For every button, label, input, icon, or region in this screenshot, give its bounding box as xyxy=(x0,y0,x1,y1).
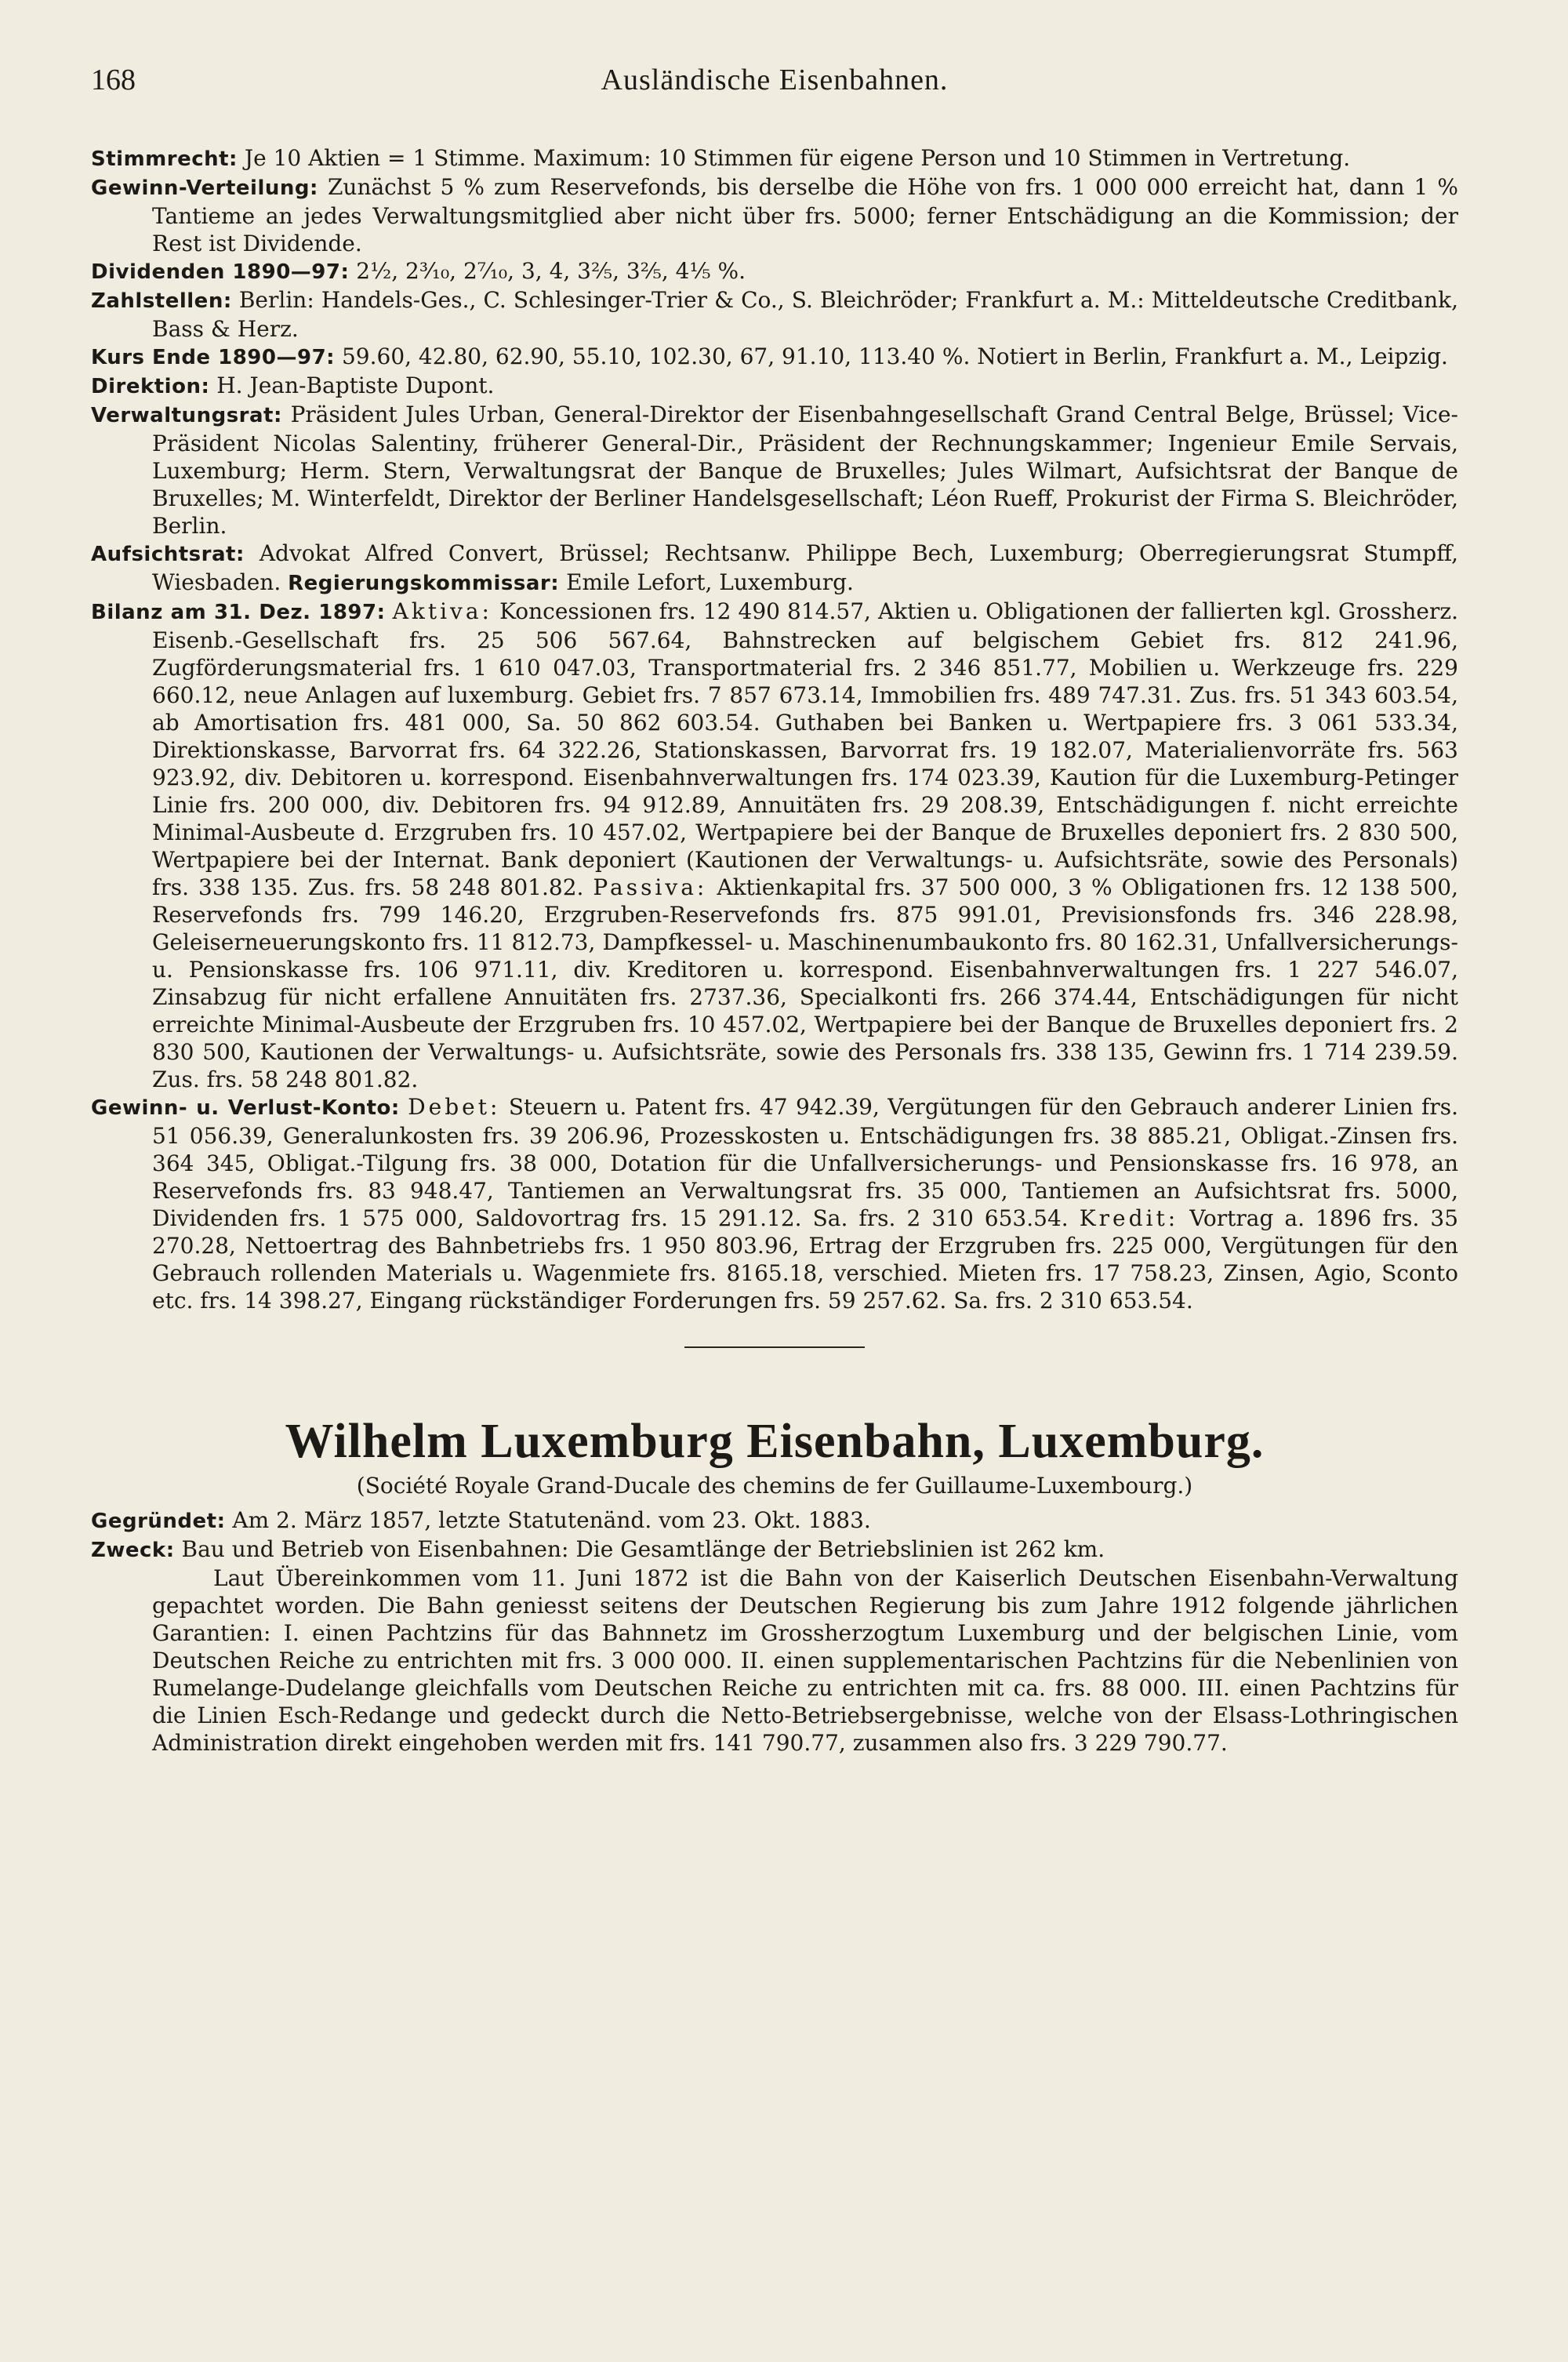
entry-zahlstellen xyxy=(91,286,1458,343)
aktiva-label: Aktiva: xyxy=(392,598,492,624)
entry-text: H. Jean-Baptiste Dupont. xyxy=(216,372,495,398)
entry-label: Kurs Ende 1890—97: xyxy=(91,346,336,369)
entry-text: Präsident Jules Urban, General-Direktor der Eisenbahngesellschaft Grand Central Belge, Brüssel; Vice-Präsident Nicolas Salentiny, früherer General-Dir., Präsident der Rechnungskammer; Ingenieur Emile Servais, Luxemburg; Herm. Stern, Verwaltungsrat der Banque de Bruxelles; Jules Wilmart, Aufsichtsrat der Banque de Bruxelles; M. Winterfeldt, Direktor der Berliner Handelsgesellschaft; Léon Rueff, Prokurist der Firma S. Bleichröder, Berlin. xyxy=(152,402,1459,539)
zweck-continuation-text: Laut Übereinkommen vom 11. Juni 1872 ist die Bahn von der Kaiserlich Deutschen Eisenbahn-Verwaltung gepachtet worden. Die Bahn geniesst seitens der Deutschen Regierung bis zum Jahre 1912 folgende jährlichen Garantien: I. einen Pachtzins für das Bahnnetz im Grossherzogtum Luxemburg und der belgischen Linie, vom Deutschen Reiche zu entrichten mit frs. 3 000 000. II. einen supplementarischen Pachtzins für die Nebenlinien von Rumelange-Dudelange gleichfalls vom Deutschen Reiche zu entrichten mit ca. frs. 88 000. III. einen Pachtzins für die Linien Esch-Redange und gedeckt durch die Netto-Betriebsergebnisse, welche von der Elsass-Lothringischen Administration direkt eingehoben werden mit frs. 141 790.77, zusammen also frs. 3 229 790.77. xyxy=(152,1565,1458,1756)
entry-direktion xyxy=(91,372,1458,401)
entry-gegruendet xyxy=(91,1506,1458,1535)
entry-label: Bilanz am 31. Dez. 1897: xyxy=(91,601,386,624)
entry-kurs xyxy=(91,343,1458,372)
entry-text: Zunächst 5 % zum Reservefonds, bis derselbe die Höhe von frs. 1 000 000 erreicht hat, dann 1 % Tantieme an jedes Verwaltungsmitglied aber nicht über frs. 5000; ferner Entschädigung an die Kommission; der Rest ist Dividende. xyxy=(152,174,1458,256)
entry-text: Advokat Alfred Convert, Brüssel; Rechtsanw. Philippe Bech, Luxemburg; Oberregierungsrat Stumpff, Wiesbaden. xyxy=(152,540,1458,595)
section-divider xyxy=(684,1346,865,1348)
running-title: Ausländische Eisenbahnen. xyxy=(601,64,949,96)
entry-dividenden xyxy=(91,257,1458,286)
entry-label: Zweck: xyxy=(91,1539,175,1562)
entry-label: Direktion: xyxy=(91,375,210,398)
kredit-label: Kredit: xyxy=(1079,1205,1179,1231)
debet-text: Steuern u. Patent frs. 47 942.39, Vergütungen für den Gebrauch anderer Linien frs. 51 056.39, Generalunkosten frs. 39 206.96, Prozesskosten u. Entschädigungen frs. 38 885.21, Obligat.-Zinsen frs. 364 345, Obligat.-Tilgung frs. 38 000, Dotation für die Unfallversicherungs- und Pensionskasse frs. 16 978, an Reservefonds frs. 83 948.47, Tantiemen an Verwaltungsrat frs. 35 000, Tantiemen an Aufsichtsrat frs. 5000, Dividenden frs. 1 575 000, Saldovortrag frs. 15 291.12. Sa. frs. 2 310 653.54. xyxy=(152,1094,1459,1231)
entry-label: Zahlstellen: xyxy=(91,289,232,313)
entry-text: Am 2. März 1857, letzte Statutenänd. vom 23. Okt. 1883. xyxy=(232,1507,871,1533)
entry-text: Je 10 Aktien = 1 Stimme. Maximum: 10 Stimmen für eigene Person und 10 Stimmen in Vertretung. xyxy=(244,145,1351,171)
entry-label: Gewinn- u. Verlust-Konto: xyxy=(91,1096,400,1120)
section-subtitle: (Société Royale Grand-Ducale des chemins de fer Guillaume-Luxembourg.) xyxy=(356,1473,1193,1499)
running-head xyxy=(91,63,1458,107)
section-title: Wilhelm Luxemburg Eisenbahn, Luxemburg. xyxy=(285,1415,1265,1468)
entry-label: Gewinn-Verteilung: xyxy=(91,176,318,200)
entry-text: 2½, 2³⁄₁₀, 2⁷⁄₁₀, 3, 4, 3²⁄₅, 3²⁄₅, 4¹⁄₅ %. xyxy=(356,258,746,284)
entry-label: Aufsichtsrat: xyxy=(91,543,245,566)
entry-bilanz xyxy=(91,598,1458,1093)
entry-label: Verwaltungsrat: xyxy=(91,404,282,427)
regierungskommissar-text: Emile Lefort, Luxemburg. xyxy=(566,569,854,595)
kredit-text: Vortrag a. 1896 frs. 35 270.28, Nettoertrag des Bahnbetriebs frs. 1 950 803.96, Ertrag der Erzgruben frs. 225 000, Vergütungen für den Gebrauch rollenden Materials u. Wagenmiete frs. 8165.18, verschied. Mieten frs. 17 758.23, Zinsen, Agio, Sconto etc. frs. 14 398.27, Eingang rückständiger Forderungen frs. 59 257.62. Sa. frs. 2 310 653.54. xyxy=(152,1205,1459,1314)
aktiva-text: Koncessionen frs. 12 490 814.57, Aktien u. Obligationen der fallierten kgl. Grossherz. Eisenb.-Gesellschaft frs. 25 506 567.64, Bahnstrecken auf belgischem Gebiet frs. 812 241.96, Zugförderungsmaterial frs. 1 610 047.03, Transportmaterial frs. 2 346 851.77, Mobilien u. Werkzeuge frs. 229 660.12, neue Anlagen auf luxemburg. Gebiet frs. 7 857 673.14, Immobilien frs. 489 747.31. Zus. frs. 51 343 603.54, ab Amortisation frs. 481 000, Sa. 50 862 603.54. Guthaben bei Banken u. Wertpapiere frs. 3 061 533.34, Direktionskasse, Barvorrat frs. 64 322.26, Stationskassen, Barvorrat frs. 19 182.07, Materialienvorräte frs. 563 923.92, div. Debitoren u. korrespond. Eisenbahnverwaltungen frs. 174 023.39, Kaution für die Luxemburg-Petinger Linie frs. 200 000, div. Debitoren frs. 94 912.89, Annuitäten frs. 29 208.39, Entschädigungen f. nicht erreichte Minimal-Ausbeute d. Erzgruben frs. 10 457.02, Wertpapiere bei der Banque de Bruxelles deponiert frs. 2 830 500, Wertpapiere bei der Internat. Bank deponiert (Kautionen der Verwaltungs- u. Aufsichtsräte, sowie des Personals) frs. 338 135. Zus. frs. 58 248 801.82. xyxy=(152,598,1459,900)
passiva-text: Aktienkapital frs. 37 500 000, 3 % Obligationen frs. 12 138 500, Reservefonds frs. 799 146.20, Erzgruben-Reservefonds frs. 875 991.01, Previsionsfonds frs. 346 228.98, Geleiserneuerungskonto frs. 11 812.73, Dampfkessel- u. Maschinenumbaukonto frs. 80 162.31, Unfallversicherungs- u. Pensionskasse frs. 106 971.11, div. Kreditoren u. korrespond. Eisenbahnverwaltungen frs. 1 227 546.07, Zinsabzug für nicht erfallene Annuitäten frs. 2737.36, Specialkonti frs. 266 374.44, Entschädigungen für nicht erreichte Minimal-Ausbeute der Erzgruben frs. 10 457.02, Wertpapiere bei der Banque de Bruxelles deponiert frs. 2 830 500, Kautionen der Verwaltungs- u. Aufsichtsräte, sowie des Personals frs. 338 135, Gewinn frs. 1 714 239.59. Zus. frs. 58 248 801.82. xyxy=(152,874,1459,1092)
entry-gewinn-verteilung xyxy=(91,173,1458,257)
regierungskommissar-label: Regierungskommissar: xyxy=(288,572,560,595)
entry-label: Gegründet: xyxy=(91,1510,226,1533)
entry-aufsichtsrat xyxy=(91,540,1458,598)
entry-text: 59.60, 42.80, 62.90, 55.10, 102.30, 67, 91.10, 113.40 %. Notiert in Berlin, Frankfurt a. M., Leipzig. xyxy=(341,343,1448,369)
page-number: 168 xyxy=(91,64,136,96)
passiva-label: Passiva: xyxy=(593,874,708,900)
entry-text: Bau und Betrieb von Eisenbahnen: Die Gesamtlänge der Betriebslinien ist 262 km. xyxy=(181,1536,1105,1562)
zweck-continuation xyxy=(91,1564,1458,1757)
entry-label: Dividenden 1890—97: xyxy=(91,260,350,284)
entry-text: Berlin: Handels-Ges., C. Schlesinger-Trier & Co., S. Bleichröder; Frankfurt a. M.: Mitteldeutsche Creditbank, Bass & Herz. xyxy=(152,287,1459,342)
debet-label: Debet: xyxy=(408,1094,501,1120)
entry-stimmrecht xyxy=(91,144,1458,173)
entry-gewinn-verlust xyxy=(91,1093,1458,1314)
document-body xyxy=(91,144,1458,1757)
entry-zweck xyxy=(91,1535,1458,1564)
entry-label: Stimmrecht: xyxy=(91,147,238,171)
entry-verwaltungsrat xyxy=(91,401,1458,540)
